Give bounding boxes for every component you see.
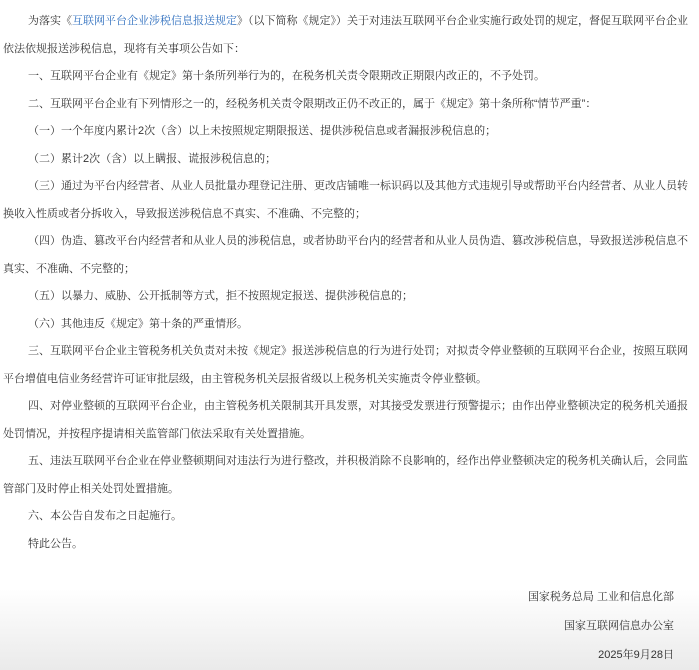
signature-line: 国家互联网信息办公室 bbox=[564, 620, 674, 632]
intro-text-after-link: 》（以下简称《规定》）关于对违法互联网平台企业实施行政处罚的规定，督促互联网平台企业依法依规报送涉税信息，现将有关事项公告如下： bbox=[3, 15, 688, 55]
announcement-paragraph: （一）一个年度内累计2次（含）以上未按照规定期限报送、提供涉税信息或者漏报涉税信息的； bbox=[28, 125, 497, 137]
announcement-paragraph: （二）累计2次（含）以上瞒报、谎报涉税信息的； bbox=[28, 152, 277, 165]
intro-text-before-link: 为落实《 bbox=[28, 15, 72, 27]
intro-paragraph bbox=[3, 8, 695, 63]
announcement-paragraph: （三）通过为平台内经营者、从业人员批量办理登记注册、更改店铺唯一标识码以及其他方式违规引导或帮助平台内经营者、从业人员转换收入性质或者分拆收入，导致报送涉税信息不真实、不准确、不完整的； bbox=[3, 180, 688, 220]
announcement-paragraph: （四）伪造、篡改平台内经营者和从业人员的涉税信息，或者协助平台内的经营者和从业人员伪造、篡改涉税信息，导致报送涉税信息不真实、不准确、不完整的； bbox=[3, 235, 688, 275]
announcement-paragraph: 一、互联网平台企业有《规定》第十条所列举行为的，在税务机关责令限期改正期限内改正的，不予处罚。 bbox=[28, 70, 545, 82]
announcement-paragraph: 四、对停业整顿的互联网平台企业，由主管税务机关限制其开具发票，对其接受发票进行预警提示；由作出停业整顿决定的税务机关通报处罚情况，并按程序提请相关监管部门依法采取有关处置措施。 bbox=[3, 400, 688, 440]
announcement-paragraph: （六）其他违反《规定》第十条的严重情形。 bbox=[28, 317, 248, 330]
announcement-paragraph: 六、本公告自发布之日起施行。 bbox=[28, 510, 182, 522]
announcement-paragraph: 五、违法互联网平台企业在停业整顿期间对违法行为进行整改，并积极消除不良影响的，经作出停业整顿决定的税务机关确认后，会同监管部门及时停止相关处罚处置措施。 bbox=[3, 455, 688, 495]
announcement-paragraph: 二、互联网平台企业有下列情形之一的，经税务机关责令限期改正仍不改正的，属于《规定》第十条所称“情节严重”： bbox=[28, 97, 597, 110]
announcement-paragraph: 三、互联网平台企业主管税务机关负责对未按《规定》报送涉税信息的行为进行处罚；对拟责令停业整顿的互联网平台企业，按照互联网平台增值电信业务经营许可证审批层级，由主管税务机关层报省级以上税务机关实施责令停业整顿。 bbox=[3, 345, 688, 385]
closing-paragraph: 特此公告。 bbox=[28, 537, 83, 550]
signature-line: 国家税务总局 工业和信息化部 bbox=[527, 591, 674, 603]
issue-date: 2025年9月28日 bbox=[598, 649, 674, 661]
announcement-paragraph: （五）以暴力、威胁、公开抵制等方式，拒不按照规定报送、提供涉税信息的； bbox=[28, 290, 413, 302]
regulation-link[interactable]: 互联网平台企业涉税信息报送规定 bbox=[72, 15, 237, 27]
signature-block bbox=[3, 583, 695, 670]
